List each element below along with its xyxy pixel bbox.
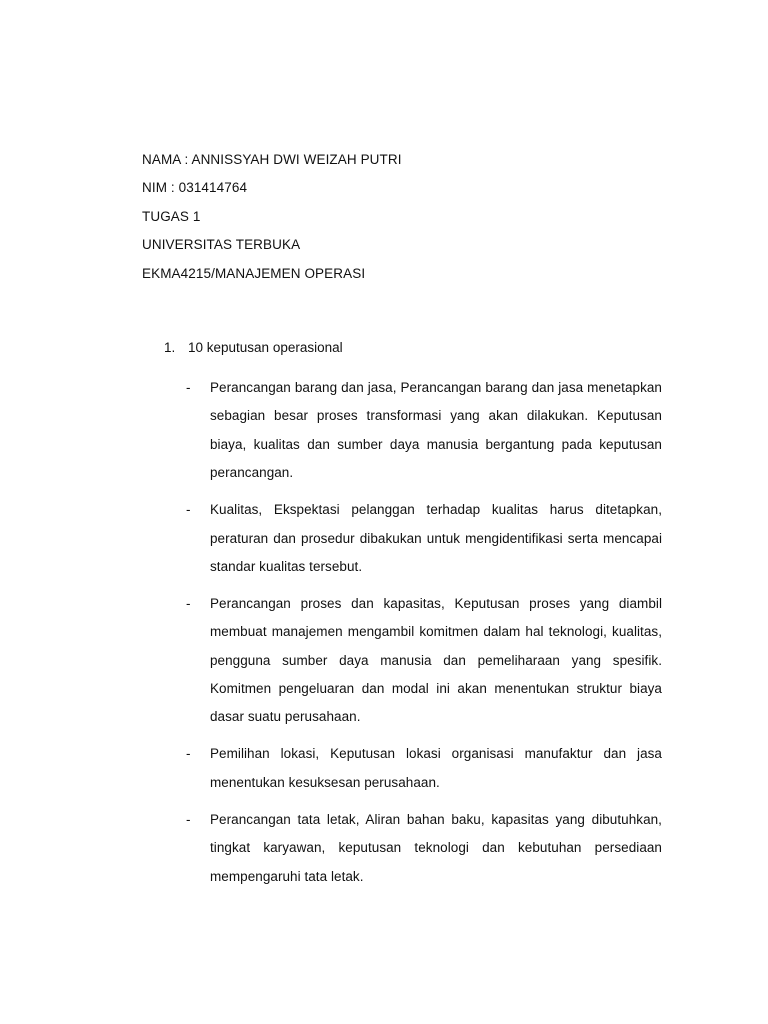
student-name-line: NAMA : ANNISSYAH DWI WEIZAH PUTRI <box>142 152 402 167</box>
list-item <box>142 496 662 581</box>
student-nim-line: NIM : 031414764 <box>142 180 248 196</box>
section-heading <box>142 336 662 360</box>
list-item-text: Pemilihan lokasi, Keputusan lokasi organisasi manufaktur dan jasa menentukan kesuksesan perusahaan. <box>210 746 662 790</box>
bullet-dash: - <box>186 502 191 518</box>
list-item-text: Perancangan tata letak, Aliran bahan baku, kapasitas yang dibutuhkan, tingkat karyawan, keputusan teknologi dan kebutuhan persediaan mempengaruhi tata letak. <box>210 811 662 884</box>
section-number: 1. <box>164 340 176 355</box>
course-line: EKMA4215/MANAJEMEN OPERASI <box>142 265 366 281</box>
bullet-dash: - <box>186 595 191 611</box>
student-info-header <box>142 146 642 288</box>
task-line: TUGAS 1 <box>142 208 201 224</box>
bullet-dash: - <box>186 746 191 762</box>
list-item <box>142 740 662 797</box>
list-item-text: Perancangan proses dan kapasitas, Keputusan proses yang diambil membuat manajemen mengambil komitmen dalam hal teknologi, kualitas, pengguna sumber daya manusia dan pemeliharaan yang spesifik. Komitmen pengeluaran dan modal ini akan menentukan struktur biaya dasar suatu perusahaan. <box>210 595 662 725</box>
bullet-dash: - <box>186 811 191 827</box>
list-item-text: Kualitas, Ekspektasi pelanggan terhadap kualitas harus ditetapkan, peraturan dan prosedur dibakukan untuk mengidentifikasi serta mencapai standar kualitas tersebut. <box>210 502 662 574</box>
list-item <box>142 374 662 488</box>
university-line: UNIVERSITAS TERBUKA <box>142 237 301 253</box>
list-item <box>142 590 662 732</box>
operational-decisions-section <box>142 336 662 884</box>
list-item <box>142 806 662 891</box>
bullet-dash: - <box>186 380 191 395</box>
section-title: 10 keputusan operasional <box>188 340 343 355</box>
decision-list <box>142 374 662 899</box>
list-item-text: Perancangan barang dan jasa, Perancangan barang dan jasa menetapkan sebagian besar proses transformasi yang akan dilakukan. Keputusan biaya, kualitas dan sumber daya manusia bergantung pada keputusan perancangan. <box>210 380 662 481</box>
